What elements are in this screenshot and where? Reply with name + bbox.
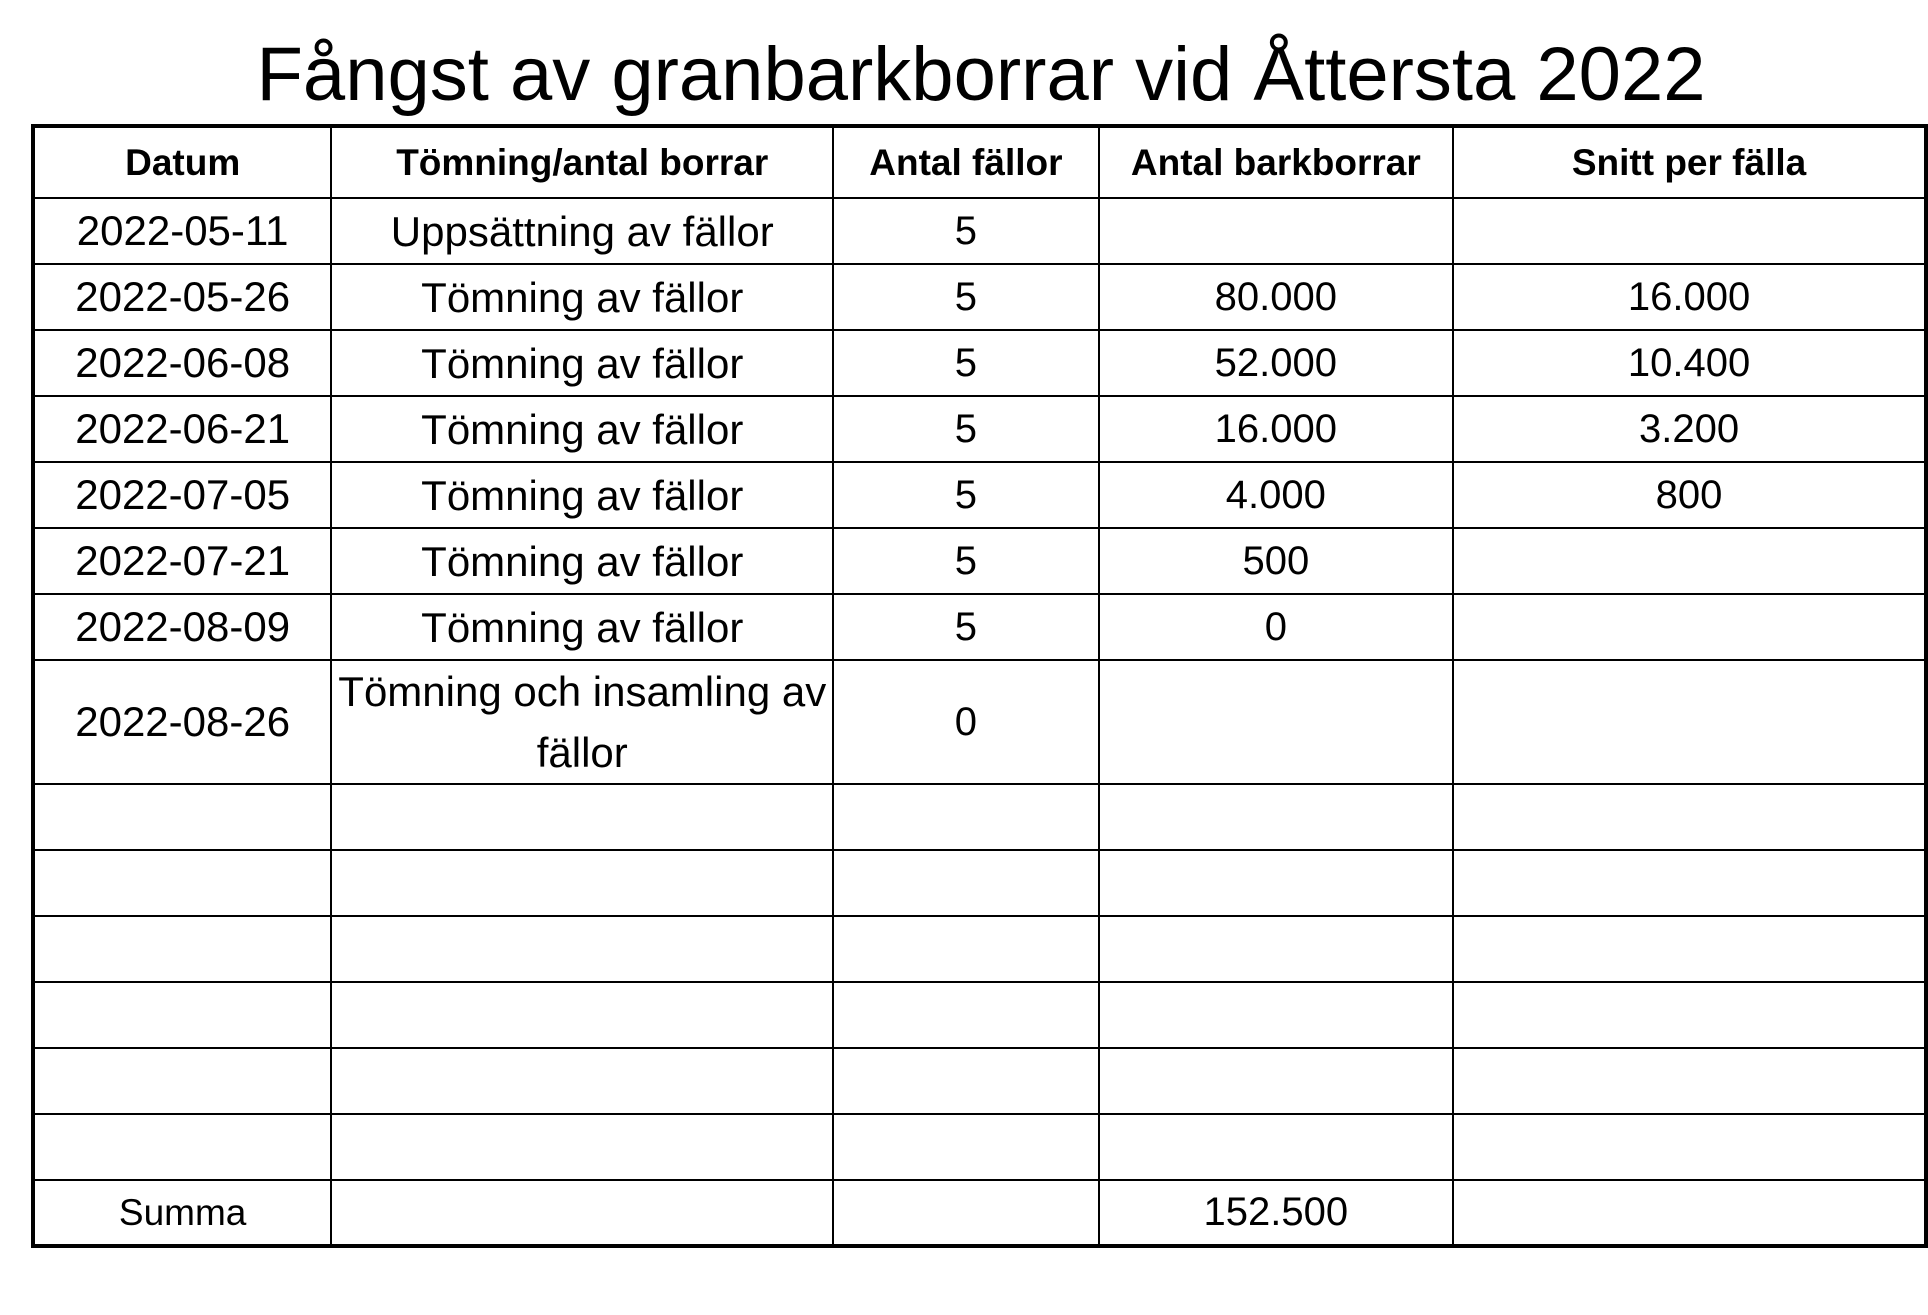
page-title: Fångst av granbarkborrar vid Åttersta 2022	[256, 32, 1706, 117]
empty-cell	[833, 1114, 1098, 1180]
cell-traps: 5	[833, 462, 1098, 528]
table-row	[33, 198, 1926, 264]
cell-average: 3.200	[1453, 396, 1926, 462]
empty-cell	[331, 1114, 833, 1180]
cell-average: 16.000	[1453, 264, 1926, 330]
empty-row	[33, 982, 1926, 1048]
summary-row	[33, 1180, 1926, 1246]
empty-cell	[331, 784, 833, 850]
header-antal-barkborrar: Antal barkborrar	[1099, 126, 1453, 198]
cell-traps: 5	[833, 396, 1098, 462]
empty-cell	[1099, 850, 1453, 916]
empty-cell	[331, 982, 833, 1048]
empty-cell	[833, 916, 1098, 982]
table-row	[33, 396, 1926, 462]
cell-average: 800	[1453, 462, 1926, 528]
empty-row	[33, 850, 1926, 916]
cell-date: 2022-07-05	[33, 462, 331, 528]
empty-cell	[331, 1048, 833, 1114]
table-row	[33, 594, 1926, 660]
empty-cell	[1453, 784, 1926, 850]
cell-beetles	[1099, 198, 1453, 264]
header-datum: Datum	[33, 126, 331, 198]
table-row	[33, 462, 1926, 528]
cell-date: 2022-05-11	[33, 198, 331, 264]
cell-average	[1453, 594, 1926, 660]
header-antal-fallor: Antal fällor	[833, 126, 1098, 198]
empty-cell	[1453, 982, 1926, 1048]
empty-cell	[331, 1180, 833, 1246]
empty-cell	[833, 982, 1098, 1048]
cell-traps: 5	[833, 330, 1098, 396]
catch-table	[31, 124, 1928, 1248]
empty-cell	[833, 850, 1098, 916]
header-snitt-per-falla: Snitt per fälla	[1453, 126, 1926, 198]
cell-action: Tömning av fällor	[331, 264, 833, 330]
cell-beetles: 4.000	[1099, 462, 1453, 528]
cell-beetles: 500	[1099, 528, 1453, 594]
cell-action: Tömning och insamling av fällor	[331, 660, 833, 784]
empty-row	[33, 916, 1926, 982]
cell-average: 10.400	[1453, 330, 1926, 396]
empty-cell	[33, 1114, 331, 1180]
cell-date: 2022-08-09	[33, 594, 331, 660]
empty-cell	[833, 1048, 1098, 1114]
empty-cell	[1099, 1114, 1453, 1180]
cell-date: 2022-05-26	[33, 264, 331, 330]
table-row	[33, 264, 1926, 330]
empty-cell	[1453, 1114, 1926, 1180]
cell-date: 2022-06-21	[33, 396, 331, 462]
cell-beetles: 16.000	[1099, 396, 1453, 462]
cell-beetles	[1099, 660, 1453, 784]
empty-cell	[1099, 982, 1453, 1048]
cell-action: Tömning av fällor	[331, 330, 833, 396]
cell-average	[1453, 528, 1926, 594]
cell-action: Tömning av fällor	[331, 594, 833, 660]
empty-cell	[33, 1048, 331, 1114]
empty-cell	[1453, 916, 1926, 982]
cell-date: 2022-08-26	[33, 660, 331, 784]
cell-beetles: 80.000	[1099, 264, 1453, 330]
empty-cell	[1099, 1048, 1453, 1114]
cell-action: Tömning av fällor	[331, 528, 833, 594]
empty-cell	[331, 850, 833, 916]
cell-action: Tömning av fällor	[331, 462, 833, 528]
empty-cell	[33, 982, 331, 1048]
cell-beetles: 52.000	[1099, 330, 1453, 396]
summary-label: Summa	[33, 1180, 331, 1246]
cell-traps: 5	[833, 264, 1098, 330]
cell-date: 2022-06-08	[33, 330, 331, 396]
empty-cell	[1453, 1180, 1926, 1246]
table-row	[33, 330, 1926, 396]
cell-beetles: 0	[1099, 594, 1453, 660]
empty-cell	[331, 916, 833, 982]
empty-cell	[33, 850, 331, 916]
cell-traps: 5	[833, 594, 1098, 660]
empty-cell	[33, 784, 331, 850]
empty-cell	[833, 784, 1098, 850]
empty-cell	[33, 916, 331, 982]
empty-row	[33, 1048, 1926, 1114]
cell-traps: 0	[833, 660, 1098, 784]
table-row	[33, 528, 1926, 594]
table-row	[33, 660, 1926, 784]
cell-traps: 5	[833, 198, 1098, 264]
header-row	[33, 126, 1926, 198]
cell-average	[1453, 198, 1926, 264]
empty-cell	[833, 1180, 1098, 1246]
summary-total-beetles: 152.500	[1099, 1180, 1453, 1246]
empty-cell	[1453, 850, 1926, 916]
cell-date: 2022-07-21	[33, 528, 331, 594]
cell-action: Tömning av fällor	[331, 396, 833, 462]
empty-row	[33, 784, 1926, 850]
empty-cell	[1453, 1048, 1926, 1114]
empty-cell	[1099, 916, 1453, 982]
empty-row	[33, 1114, 1926, 1180]
cell-action: Uppsättning av fällor	[331, 198, 833, 264]
cell-average	[1453, 660, 1926, 784]
empty-cell	[1099, 784, 1453, 850]
cell-traps: 5	[833, 528, 1098, 594]
header-tomning: Tömning/antal borrar	[331, 126, 833, 198]
